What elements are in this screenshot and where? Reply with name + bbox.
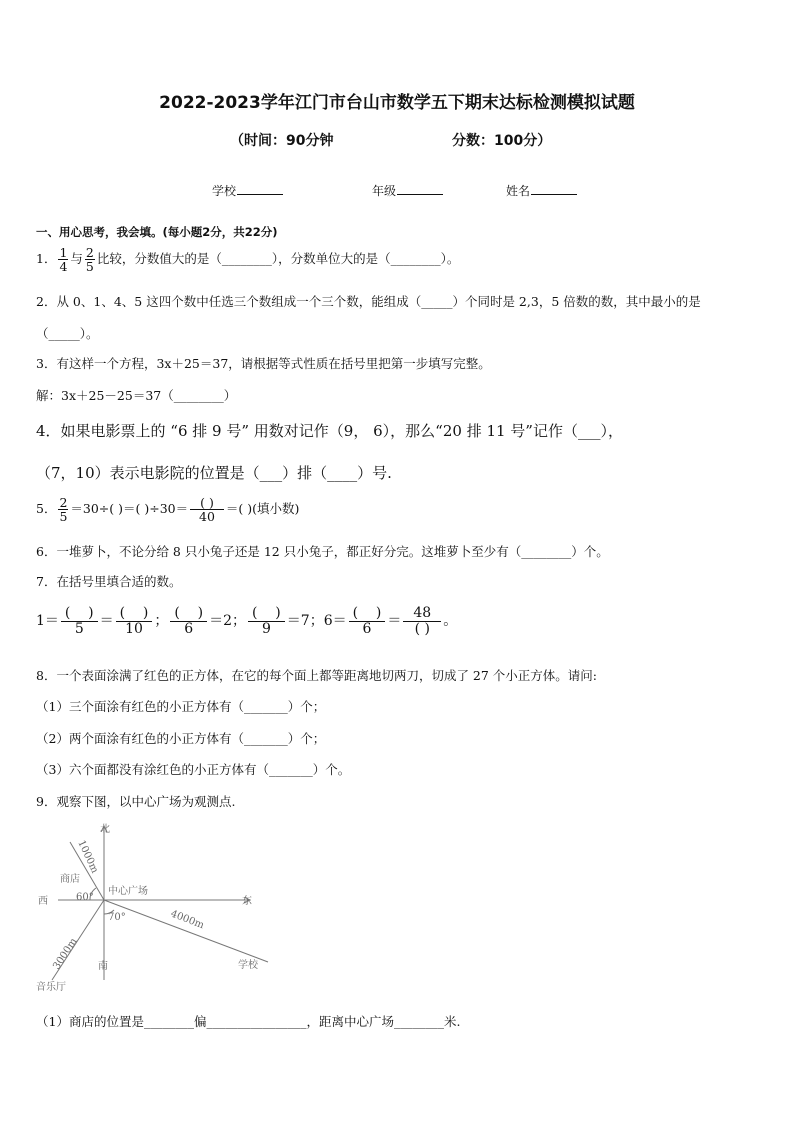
question-8-part-3: （3）六个面都没有涂红色的小正方体有（_______）个。 bbox=[36, 762, 351, 777]
question-6: 6．一堆萝卜，不论分给 8 只小兔子还是 12 只小兔子，都正好分完。这堆萝卜至少有（________）个。 bbox=[36, 544, 609, 559]
south-label: 南 bbox=[98, 961, 108, 972]
question-4: 4．如果电影票上的 “6 排 9 号” 用数对记作（9， 6），那么“20 排 11 号”记作（___）， bbox=[36, 422, 623, 440]
question-7: 7．在括号里填合适的数。 bbox=[36, 574, 182, 589]
music-hall-label: 音乐厅 bbox=[36, 982, 66, 993]
question-8-part-2: （2）两个面涂有红色的小正方体有（_______）个； bbox=[36, 731, 326, 746]
question-2: 2．从 0、1、4、5 这四个数中任选三个数组成一个三个数，能组成（_____）个同时是 2,3，5 倍数的数，其中最小的是 bbox=[36, 294, 701, 309]
school-line bbox=[104, 900, 268, 962]
question-7-equation: 1＝ $\frac{( )}{5}$ ＝ $\frac{( )}{10}$ ； $\frac{( )}{6}$ ＝2； $\frac{( )}{9}$ ＝7；6＝ $\frac{( )}{6}$ ＝ $\frac{48}{( )}$ 。 bbox=[36, 605, 458, 637]
north-label: 北 bbox=[100, 824, 110, 835]
section-heading: 一、用心思考，我会填。(每小题2分，共22分) bbox=[36, 225, 278, 239]
question-1: 1． $\frac{1}{4}$ 与 $\frac{2}{5}$ 比较，分数值大的是（________），分数单位大的是（________）。 bbox=[36, 245, 460, 275]
school-label: 学校 bbox=[212, 184, 237, 198]
question-5: 5． $\frac{2}{5}$ ＝30÷( )＝( )÷30＝ $\frac{( )}{40}$ ＝( )(填小数) bbox=[36, 495, 300, 525]
question-2-cont: （_____）。 bbox=[36, 326, 99, 341]
exam-score: 分数：100分） bbox=[452, 133, 552, 149]
west-label: 西 bbox=[38, 896, 48, 907]
school-field[interactable] bbox=[212, 182, 283, 199]
distance-3000-label: 3000m bbox=[51, 936, 80, 972]
name-field[interactable] bbox=[506, 182, 577, 199]
center-label: 中心广场 bbox=[108, 886, 148, 897]
question-4-cont: （7，10）表示电影院的位置是（___）排（____）号. bbox=[36, 464, 392, 482]
question-8: 8．一个表面涂满了红色的正方体，在它的每个面上都等距离地切两刀，切成了 27 个小正方体。请问: bbox=[36, 668, 598, 683]
exam-time: （时间：90分钟 bbox=[230, 133, 334, 149]
school-label: 学校 bbox=[238, 960, 258, 971]
distance-1000-label: 1000m bbox=[75, 838, 101, 875]
angle-60-label: 60° bbox=[76, 892, 94, 903]
question-8-part-1: （1）三个面涂有红色的小正方体有（_______）个； bbox=[36, 699, 326, 714]
question-9-part-1: （1）商店的位置是________偏________________，距离中心广场________米. bbox=[36, 1014, 461, 1029]
east-label: 东 bbox=[242, 896, 252, 907]
distance-4000-label: 4000m bbox=[168, 908, 206, 932]
question-9: 9．观察下图，以中心广场为观测点. bbox=[36, 794, 236, 809]
page-title: 2022-2023学年江门市台山市数学五下期末达标检测模拟试题 bbox=[159, 93, 635, 113]
name-label: 姓名 bbox=[506, 184, 531, 198]
direction-map bbox=[30, 812, 280, 997]
angle-70-label: 70° bbox=[108, 912, 126, 923]
question-3-answer: 解：3x＋25－25＝37（________） bbox=[36, 388, 237, 403]
question-3: 3．有这样一个方程，3x＋25＝37，请根据等式性质在括号里把第一步填写完整。 bbox=[36, 356, 491, 371]
grade-label: 年级 bbox=[372, 184, 397, 198]
grade-field[interactable] bbox=[372, 182, 443, 199]
shop-label: 商店 bbox=[60, 874, 80, 885]
